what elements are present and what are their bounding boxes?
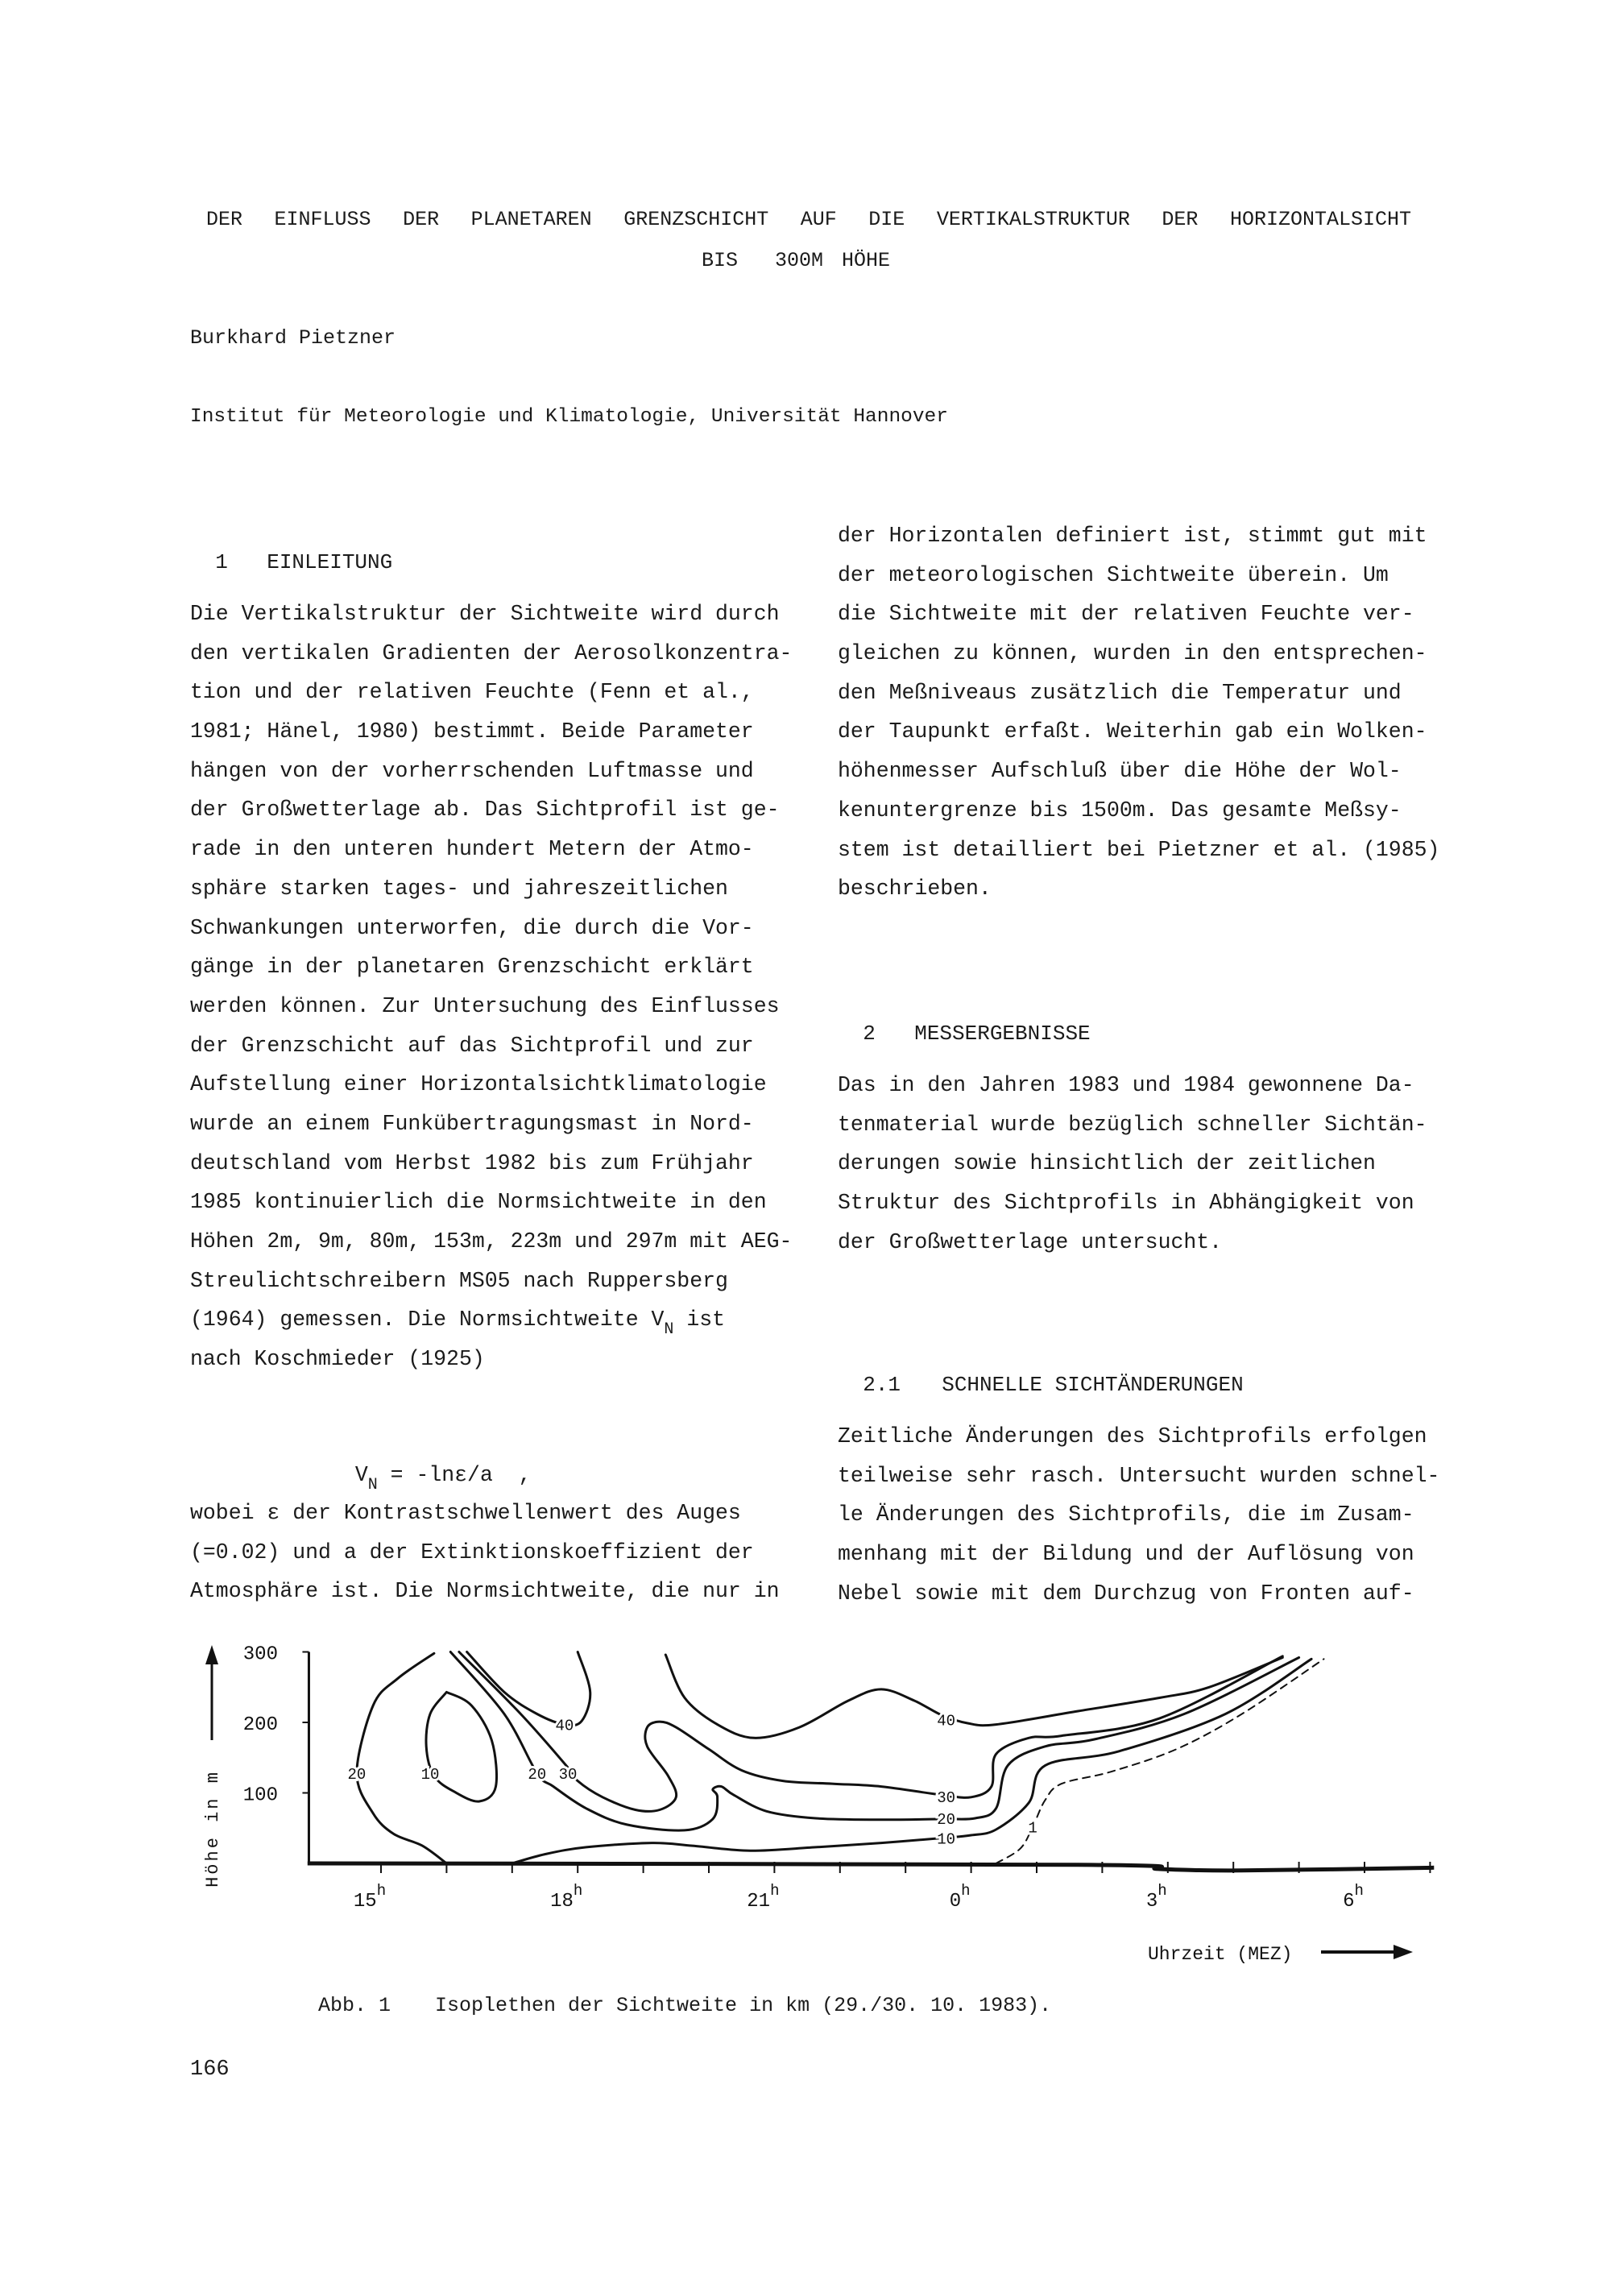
- text-line: teilweise sehr rasch. Untersucht wurden schnel-: [838, 1463, 1440, 1488]
- isopleth-label: 30: [558, 1766, 578, 1784]
- section-number: 2.1: [863, 1373, 901, 1397]
- x-tick-unit: h: [961, 1882, 971, 1900]
- text-line: der Grenzschicht auf das Sichtprofil und zur: [190, 1033, 754, 1058]
- text-line: der meteorologischen Sichtweite überein. Um: [838, 562, 1389, 587]
- x-tick-label: [354, 1882, 386, 1913]
- x-tick-unit: h: [770, 1882, 780, 1900]
- text-line: gleichen zu können, wurden in den entsprechen-: [838, 641, 1427, 666]
- text-line: Struktur des Sichtprofils in Abhängigkeit von: [838, 1191, 1414, 1216]
- text-line: Höhen 2m, 9m, 80m, 153m, 223m und 297m mit AEG-: [190, 1229, 793, 1254]
- paragraph-intro: [190, 595, 792, 1379]
- section-title: SCHNELLE SICHTÄNDERUNGEN: [942, 1373, 1244, 1397]
- text-line: der Großwetterlage ab. Das Sichtprofil ist ge-: [190, 798, 780, 823]
- isopleth-label: 10: [937, 1830, 956, 1849]
- isopleth-label: 20: [347, 1766, 367, 1784]
- text-line: die Sichtweite mit der relativen Feuchte ver-: [838, 602, 1414, 627]
- author: Burkhard Pietzner: [190, 326, 396, 350]
- text-line: Zeitliche Änderungen des Sichtprofils erfolgen: [838, 1424, 1427, 1448]
- formula-rhs: = -lnε/a ,: [377, 1462, 532, 1487]
- x-tick-unit: h: [1158, 1882, 1167, 1900]
- isopleth-label: 1: [1028, 1819, 1037, 1838]
- text-line: stem ist detailliert bei Pietzner et al. (1985): [838, 837, 1440, 862]
- text-line: kenuntergrenze bis 1500m. Das gesamte Meßsy-: [838, 798, 1402, 823]
- x-tick-hour: 6: [1343, 1891, 1355, 1913]
- isopleth-label: 20: [937, 1811, 956, 1829]
- isopleth-1km: [996, 1659, 1324, 1863]
- section-title: MESSERGEBNISSE: [914, 1022, 1091, 1046]
- text-line: Nebel sowie mit dem Durchzug von Fronten auf-: [838, 1581, 1414, 1606]
- text-line: der Großwetterlage untersucht.: [838, 1229, 1223, 1254]
- isopleth-label: 20: [528, 1766, 547, 1784]
- x-axis-arrow-head: [1394, 1945, 1413, 1959]
- page-number: 166: [190, 2058, 230, 2082]
- text-line: hängen von der vorherrschenden Luftmasse und: [190, 758, 754, 783]
- text-line: Schwankungen unterworfen, die durch die Vor-: [190, 915, 754, 940]
- x-tick-unit: h: [376, 1882, 387, 1900]
- x-tick-hour: 15: [353, 1891, 377, 1913]
- isopleth-label: 30: [937, 1788, 956, 1807]
- text-line: den vertikalen Gradienten der Aerosolkonzentra-: [190, 640, 793, 665]
- section-heading-2-1: [838, 1344, 1244, 1399]
- text-segment: (1964) gemessen. Die Normsichtweite V: [190, 1308, 665, 1332]
- paper-title-line2: BIS 300M HÖHE: [701, 249, 891, 272]
- y-axis-label: Höhe in m: [203, 1770, 223, 1888]
- x-axis-label: Uhrzeit (MEZ): [1148, 1944, 1293, 1965]
- text-line: 1985 kontinuierlich die Normsichtweite in den: [190, 1190, 767, 1215]
- text-line: werden können. Zur Untersuchung des Einflusses: [190, 993, 780, 1018]
- x-tick-label: [1146, 1882, 1167, 1913]
- text-line: Aufstellung einer Horizontalsichtklimatologie: [190, 1072, 767, 1097]
- formula-symbol: V: [354, 1462, 368, 1487]
- isopleth-40km: [665, 1655, 1282, 1738]
- isopleth-10km: [426, 1692, 497, 1801]
- isopleth-label: 10: [420, 1766, 440, 1784]
- y-axis-arrow-head: [205, 1645, 218, 1664]
- formula-subscript: N: [367, 1475, 378, 1494]
- x-tick-label: [550, 1882, 582, 1913]
- y-tick-label: 100: [242, 1784, 278, 1807]
- isopleth-20km: [357, 1653, 447, 1863]
- text-line: Streulichtschreibern MS05 nach Ruppersberg: [190, 1268, 728, 1293]
- text-line: gänge in der planetaren Grenzschicht erklärt: [190, 955, 754, 980]
- isopleth-label: 40: [937, 1712, 956, 1730]
- x-tick-hour: 21: [747, 1891, 771, 1913]
- subscript: N: [664, 1320, 674, 1340]
- x-tick-unit: h: [573, 1882, 583, 1900]
- text-line: der Taupunkt erfaßt. Weiterhin gab ein Wolken-: [838, 719, 1427, 744]
- figure-caption-number: Abb. 1: [318, 1994, 391, 2017]
- x-tick-unit: h: [1354, 1882, 1364, 1900]
- paragraph-continuation: [838, 516, 1439, 909]
- text-line: Das in den Jahren 1983 und 1984 gewonnene Da-: [838, 1073, 1414, 1097]
- x-axis-ground-line: [308, 1863, 1435, 1871]
- isopleth-30km: [459, 1652, 1282, 1812]
- x-tick-label: [747, 1882, 779, 1913]
- text-line: höhenmesser Aufschluß über die Höhe der Wol-: [838, 759, 1402, 784]
- isopleth-20km: [450, 1652, 1298, 1831]
- paragraph-results: [838, 1066, 1427, 1262]
- section-heading-1: [190, 521, 392, 576]
- text-line: wobei ε der Kontrastschwellenwert des Auges: [190, 1501, 741, 1525]
- section-number: 2: [863, 1022, 876, 1046]
- affiliation: Institut für Meteorologie und Klimatologie, Universität Hannover: [190, 406, 948, 428]
- text-line: tenmaterial wurde bezüglich schneller Sichtän-: [838, 1112, 1427, 1137]
- figure-caption-text: Isoplethen der Sichtweite in km (29./30. 10. 1983).: [435, 1994, 1052, 2017]
- isopleth-40km: [467, 1652, 590, 1726]
- text-line: nach Koschmieder (1925): [190, 1347, 485, 1372]
- y-tick-label: 200: [242, 1714, 278, 1736]
- text-line: Die Vertikalstruktur der Sichtweite wird durch: [190, 602, 780, 626]
- y-tick-label: 300: [242, 1643, 278, 1666]
- text-line: beschrieben.: [838, 877, 992, 901]
- text-line: wurde an einem Funkübertragungsmast in Nord-: [190, 1111, 754, 1136]
- text-segment: ist: [673, 1308, 726, 1332]
- x-tick-hour: 18: [550, 1891, 574, 1913]
- text-line: rade in den unteren hundert Metern der Atmo-: [190, 837, 754, 862]
- text-line: tion und der relativen Feuchte (Fenn et al.,: [190, 680, 754, 705]
- paragraph-rapid-changes: [838, 1417, 1439, 1613]
- text-line: der Horizontalen definiert ist, stimmt gut mit: [838, 524, 1427, 548]
- text-line: derungen sowie hinsichtlich der zeitlichen: [838, 1151, 1376, 1176]
- isopleth-label: 40: [555, 1717, 574, 1735]
- text-line: le Änderungen des Sichtprofils, die im Zusam-: [838, 1502, 1414, 1527]
- text-line: [190, 1300, 792, 1340]
- x-tick-hour: 3: [1145, 1891, 1158, 1913]
- isopleth-10km: [512, 1659, 1311, 1863]
- section-heading-2: [838, 993, 1091, 1047]
- text-line: menhang mit der Bildung und der Auflösung von: [838, 1542, 1414, 1567]
- x-tick-label: [1343, 1882, 1364, 1913]
- text-line: deutschland vom Herbst 1982 bis zum Frühjahr: [190, 1150, 754, 1175]
- section-number: 1: [215, 550, 228, 574]
- section-title: EINLEITUNG: [267, 550, 393, 574]
- x-tick-hour: 0: [949, 1891, 962, 1913]
- text-line: (=0.02) und a der Extinktionskoeffizient der: [190, 1540, 754, 1565]
- formula: [329, 1416, 532, 1494]
- paragraph-definition: [190, 1494, 780, 1611]
- text-line: Atmosphäre ist. Die Normsichtweite, die nur in: [190, 1579, 780, 1604]
- text-line: den Meßniveaus zusätzlich die Temperatur und: [838, 680, 1402, 705]
- paper-title: DER EINFLUSS DER PLANETAREN GRENZSCHICHT AUF DIE VERTIKALSTRUKTUR DER HORIZONTALSICHT: [206, 208, 1411, 231]
- text-line: sphäre starken tages- und jahreszeitlichen: [190, 876, 728, 901]
- text-line: 1981; Hänel, 1980) bestimmt. Beide Parameter: [190, 719, 754, 744]
- x-tick-label: [950, 1882, 971, 1913]
